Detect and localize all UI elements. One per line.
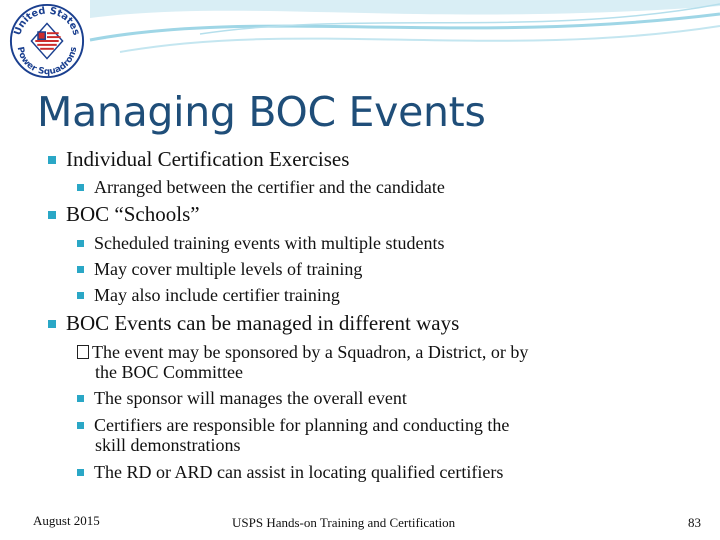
bullet-text: BOC “Schools” xyxy=(66,202,200,226)
page-number: 83 xyxy=(688,515,701,530)
svg-text:Power Squadrons: Power Squadrons xyxy=(14,46,80,78)
square-bullet-icon xyxy=(77,292,84,299)
square-bullet-icon xyxy=(77,184,84,191)
bullet-level2 xyxy=(77,286,340,304)
bullet-text: the BOC Committee xyxy=(95,362,243,382)
square-bullet-icon xyxy=(48,156,56,164)
bullet-continuation xyxy=(95,436,241,454)
square-bullet-icon xyxy=(77,422,84,429)
bullet-level2 xyxy=(77,463,503,481)
square-bullet-icon xyxy=(48,211,56,219)
bullet-text: The event may be sponsored by a Squadron, a District, or by xyxy=(92,342,529,362)
svg-text:United States: United States xyxy=(12,5,82,37)
square-bullet-icon xyxy=(77,266,84,273)
bullet-continuation xyxy=(95,363,243,381)
bullet-text: Arranged between the certifier and the candidate xyxy=(94,177,445,197)
square-bullet-icon xyxy=(77,395,84,402)
bullet-level1 xyxy=(48,149,349,170)
bullet-text: Scheduled training events with multiple students xyxy=(94,233,445,253)
bullet-level2 xyxy=(77,234,444,252)
bullet-level2 xyxy=(77,389,407,407)
bullet-level2 xyxy=(77,178,445,196)
bullet-text: The sponsor will manages the overall event xyxy=(94,388,407,408)
bullet-level1 xyxy=(48,204,200,225)
square-bullet-icon xyxy=(77,240,84,247)
missing-glyph-box-icon xyxy=(77,345,89,359)
square-bullet-icon xyxy=(77,469,84,476)
bullet-text: The RD or ARD can assist in locating qualified certifiers xyxy=(94,462,504,482)
bullet-text: skill demonstrations xyxy=(95,435,241,455)
footer-title: USPS Hands-on Training and Certification xyxy=(232,515,456,530)
slide-title: Managing BOC Events xyxy=(37,88,486,136)
bullet-text: Individual Certification Exercises xyxy=(66,147,350,171)
bullet-level1 xyxy=(48,313,459,334)
bullet-text: Certifiers are responsible for planning and conducting the xyxy=(94,415,510,435)
bullet-level2 xyxy=(77,416,509,434)
footer-date: August 2015 xyxy=(33,513,100,528)
bullet-text: BOC Events can be managed in different ways xyxy=(66,311,460,335)
bullet-text: May cover multiple levels of training xyxy=(94,259,363,279)
bullet-level2 xyxy=(77,343,528,361)
bullet-level2 xyxy=(77,260,362,278)
square-bullet-icon xyxy=(48,320,56,328)
bullet-text: May also include certifier training xyxy=(94,285,340,305)
